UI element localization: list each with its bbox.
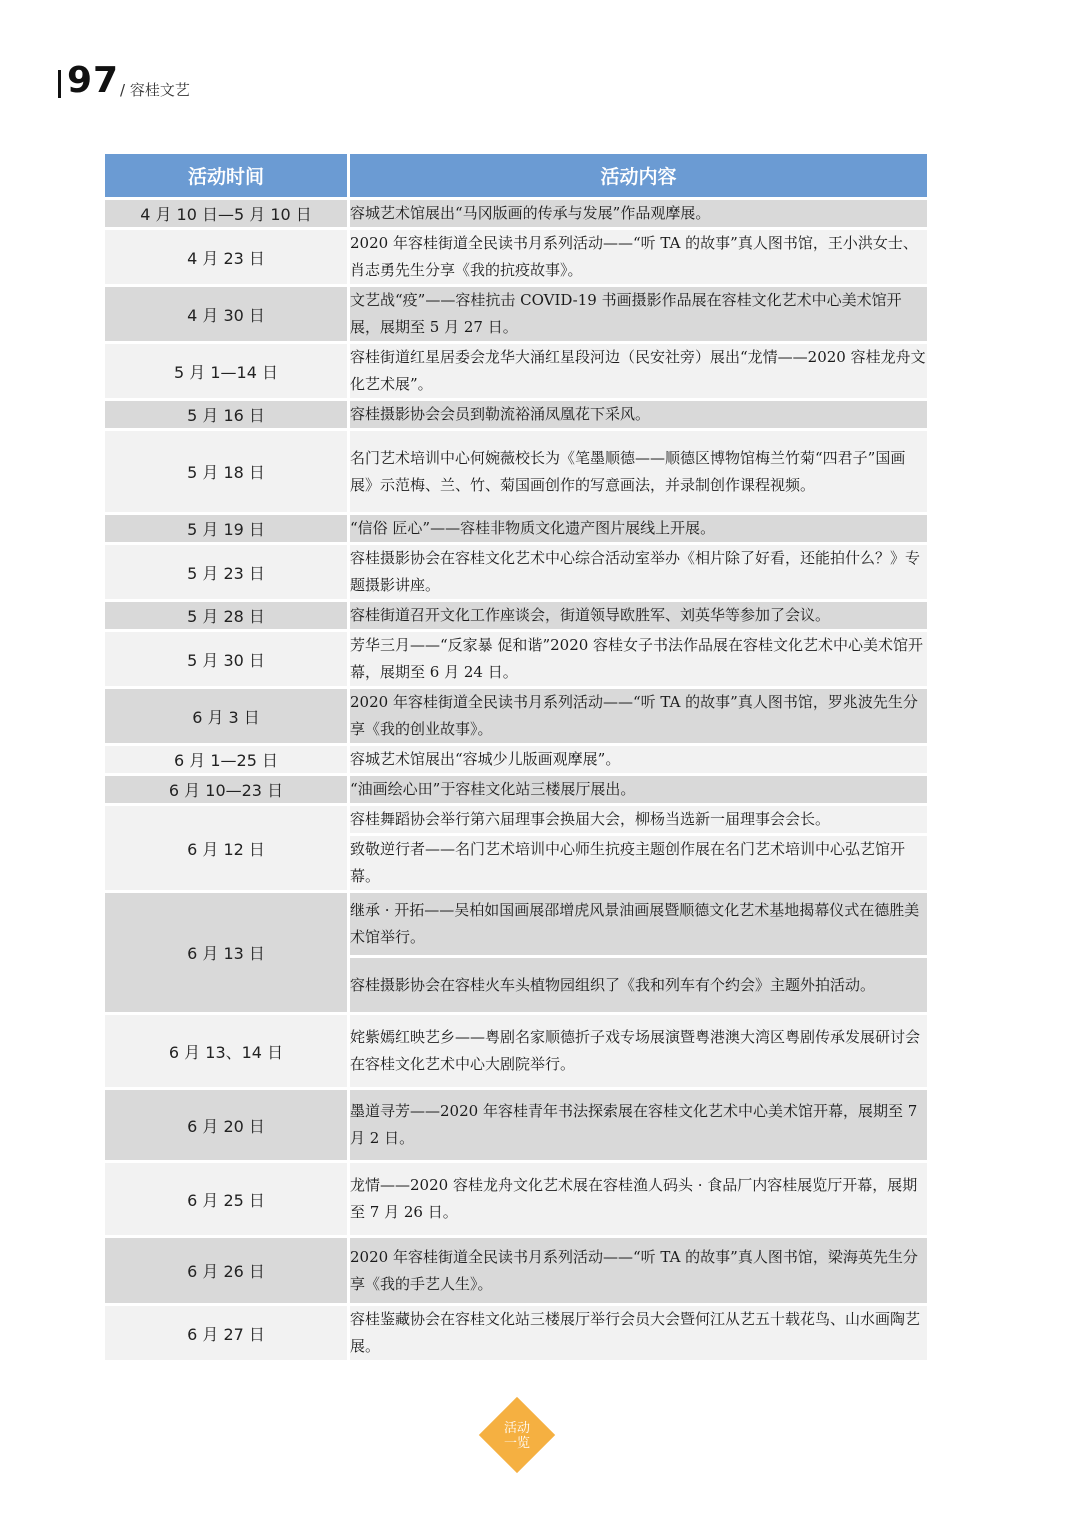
event-date: 4 月 23 日	[105, 230, 350, 284]
table-row	[105, 287, 927, 341]
event-content: 2020 年容桂街道全民读书月系列活动——“听 TA 的故事”真人图书馆，王小洪女士、肖志勇先生分享《我的抗疫故事》。	[350, 230, 927, 284]
events-table	[105, 151, 927, 1363]
table-row	[105, 602, 927, 629]
table-row	[105, 1238, 927, 1303]
event-date: 6 月 13 日	[105, 893, 350, 1012]
event-content: 继承 · 开拓——吴柏如国画展邵增虎风景油画展暨顺德文化艺术基地揭幕仪式在德胜美术馆举行。	[350, 893, 927, 955]
table-row	[105, 893, 927, 955]
table-row	[105, 1306, 927, 1360]
page-number-bar	[58, 70, 61, 98]
column-header-content: 活动内容	[350, 154, 927, 197]
page-number: 97	[67, 60, 120, 101]
table-row	[105, 776, 927, 803]
table-row	[105, 200, 927, 227]
table-row	[105, 806, 927, 833]
event-content: 容桂鉴藏协会在容桂文化站三楼展厅举行会员大会暨何江从艺五十载花鸟、山水画陶艺展。	[350, 1306, 927, 1360]
event-content: 容桂舞蹈协会举行第六届理事会换届大会，柳杨当选新一届理事会会长。	[350, 806, 927, 833]
event-date: 4 月 30 日	[105, 287, 350, 341]
event-content-secondary: 致敬逆行者——名门艺术培训中心师生抗疫主题创作展在名门艺术培训中心弘艺馆开幕。	[350, 836, 927, 890]
event-content: 芳华三月——“反家暴 促和谐”2020 容桂女子书法作品展在容桂文化艺术中心美术馆开幕，展期至 6 月 24 日。	[350, 632, 927, 686]
event-date: 6 月 12 日	[105, 806, 350, 890]
table-row	[105, 1015, 927, 1087]
table-row	[105, 515, 927, 542]
event-date: 5 月 19 日	[105, 515, 350, 542]
event-content: 2020 年容桂街道全民读书月系列活动——“听 TA 的故事”真人图书馆，罗兆波先生分享《我的创业故事》。	[350, 689, 927, 743]
event-content: 墨道寻芳——2020 年容桂青年书法探索展在容桂文化艺术中心美术馆开幕，展期至 7 月 2 日。	[350, 1090, 927, 1160]
event-date: 5 月 1—14 日	[105, 344, 350, 398]
event-content: 容桂街道召开文化工作座谈会，街道领导欧胜军、刘英华等参加了会议。	[350, 602, 927, 629]
event-date: 5 月 30 日	[105, 632, 350, 686]
table-row	[105, 401, 927, 428]
event-content: “信俗 匠心”——容桂非物质文化遗产图片展线上开展。	[350, 515, 927, 542]
event-date: 5 月 28 日	[105, 602, 350, 629]
table-row	[105, 689, 927, 743]
event-content: 容城艺术馆展出“容城少儿版画观摩展”。	[350, 746, 927, 773]
table-row	[105, 1163, 927, 1235]
table-row	[105, 746, 927, 773]
event-date: 4 月 10 日—5 月 10 日	[105, 200, 350, 227]
event-date: 6 月 13、14 日	[105, 1015, 350, 1087]
event-date: 5 月 16 日	[105, 401, 350, 428]
event-date: 5 月 18 日	[105, 431, 350, 512]
event-content: 姹紫嫣红映艺乡——粤剧名家顺德折子戏专场展演暨粤港澳大湾区粤剧传承发展研讨会在容桂文化艺术中心大剧院举行。	[350, 1015, 927, 1087]
event-date: 6 月 26 日	[105, 1238, 350, 1303]
event-date: 6 月 20 日	[105, 1090, 350, 1160]
event-content: 2020 年容桂街道全民读书月系列活动——“听 TA 的故事”真人图书馆，梁海英先生分享《我的手艺人生》。	[350, 1238, 927, 1303]
table-row	[105, 545, 927, 599]
table-row	[105, 1090, 927, 1160]
column-header-time: 活动时间	[105, 154, 350, 197]
event-content: 容桂摄影协会在容桂文化艺术中心综合活动室举办《相片除了好看，还能拍什么？》专题摄影讲座。	[350, 545, 927, 599]
section-badge-label: 活动 一览	[503, 1421, 530, 1451]
event-content: 名门艺术培训中心何婉薇校长为《笔墨顺德——顺德区博物馆梅兰竹菊“四君子”国画展》示范梅、兰、竹、菊国画创作的写意画法，并录制创作课程视频。	[350, 431, 927, 512]
event-date: 6 月 10—23 日	[105, 776, 350, 803]
event-date: 6 月 25 日	[105, 1163, 350, 1235]
event-content: 容桂摄影协会会员到勒流裕涌凤凰花下采风。	[350, 401, 927, 428]
event-date: 6 月 1—25 日	[105, 746, 350, 773]
event-content: 容桂街道红星居委会龙华大涌红星段河边（民安社旁）展出“龙情——2020 容桂龙舟文化艺术展”。	[350, 344, 927, 398]
event-content: 文艺战“疫”——容桂抗击 COVID-19 书画摄影作品展在容桂文化艺术中心美术馆开展，展期至 5 月 27 日。	[350, 287, 927, 341]
table-row	[105, 344, 927, 398]
event-content: 龙情——2020 容桂龙舟文化艺术展在容桂渔人码头 · 食品厂内容桂展览厅开幕，展期至 7 月 26 日。	[350, 1163, 927, 1235]
event-date: 6 月 27 日	[105, 1306, 350, 1360]
event-content-secondary: 容桂摄影协会在容桂火车头植物园组织了《我和列车有个约会》主题外拍活动。	[350, 958, 927, 1012]
event-content: 容城艺术馆展出“马冈版画的传承与发展”作品观摩展。	[350, 200, 927, 227]
table-header-row	[105, 154, 927, 197]
event-content: “油画绘心田”于容桂文化站三楼展厅展出。	[350, 776, 927, 803]
table-row	[105, 230, 927, 284]
section-title: / 容桂文艺	[120, 81, 190, 99]
event-date: 5 月 23 日	[105, 545, 350, 599]
table-row	[105, 431, 927, 512]
event-date: 6 月 3 日	[105, 689, 350, 743]
table-row	[105, 632, 927, 686]
